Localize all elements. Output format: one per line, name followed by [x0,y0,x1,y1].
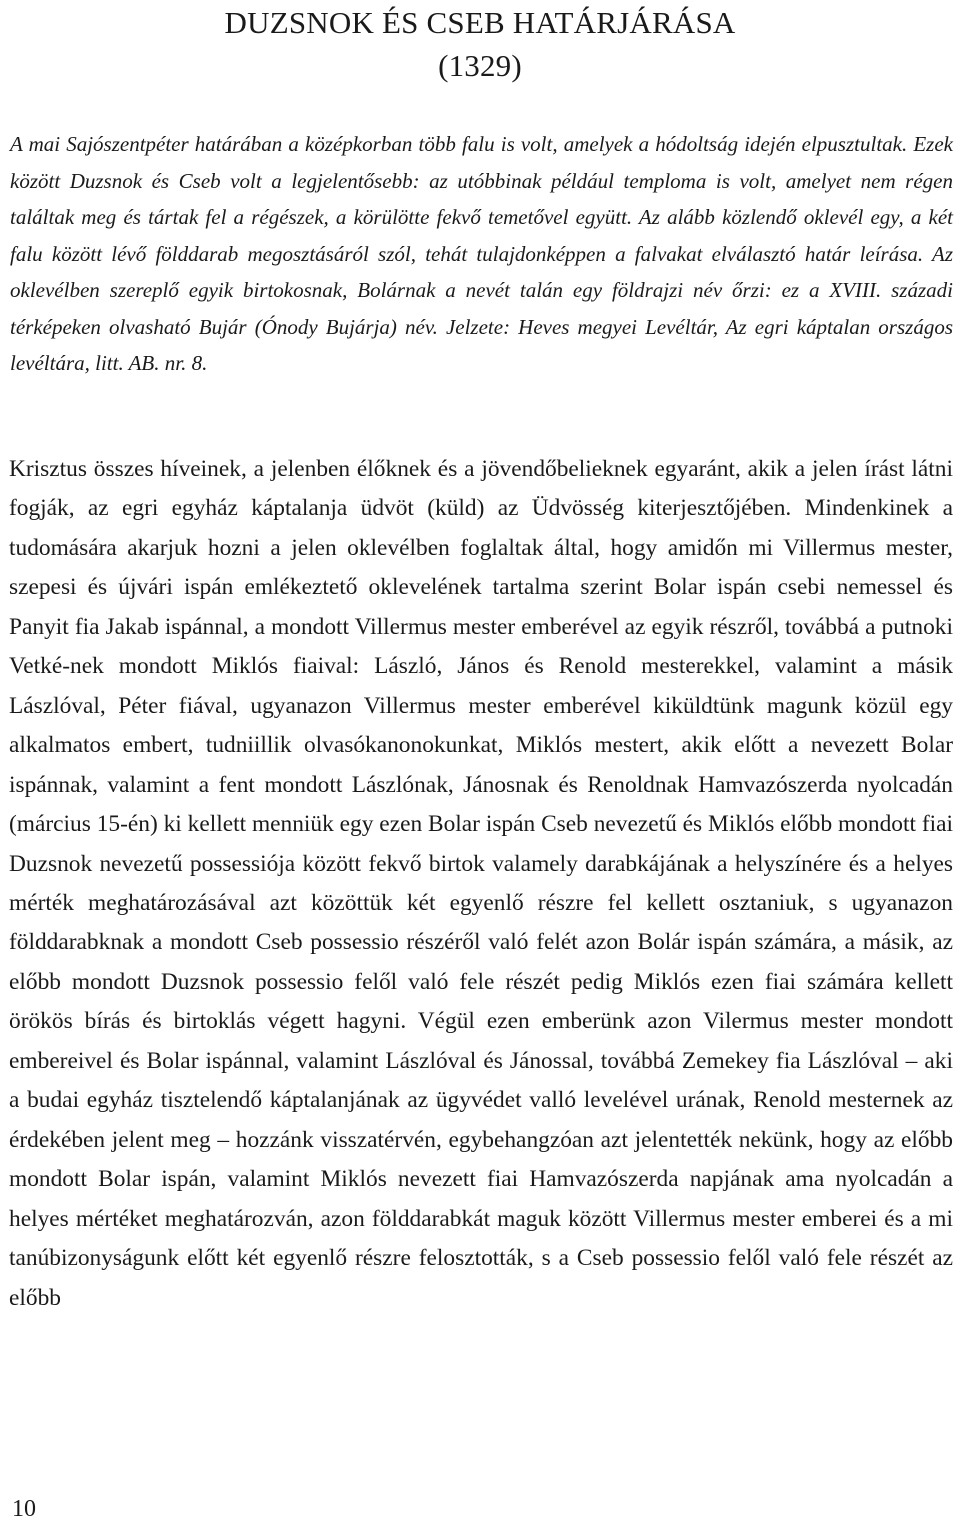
intro-paragraph: A mai Sajószentpéter határában a középkorban több falu is volt, amelyek a hódoltság idején elpusztultak. Ezek között Duzsnok és Cseb volt a legjelentősebb: az utóbbinak például temploma is volt, amelyet nem régen találtak meg és tártak fel a régészek, a körülötte fekvő temetővel együtt. Az alább közlendő oklevél egy, a két falu között lévő földdarab megosztásáról szól, tehát tulajdonképpen a falvakat elválasztó határ leírása. Az oklevélben szereplő egyik birtokosnak, Bolárnak a nevét talán egy földrajzi név őrzi: ez a XVIII. századi térképeken olvasható Bujár (Ónody Bujárja) név. Jelzete: Heves megyei Levéltár, Az egri káptalan országos levéltára, litt. AB. nr. 8. [10,132,953,375]
charter-text: Krisztus összes híveinek, a jelenben élőknek és a jövendőbelieknek egyaránt, akik a jelen írást látni fogják, az egri egyház káptalanja üdvöt (küld) az Üdvösség kiterjesztőjében. Mindenkinek a tudomására akarjuk hozni a jelen oklevélben foglaltak által, hogy amidőn mi Villermus mester, szepesi és újvári ispán emlékeztető oklevelének tartalma szerint Bolar ispán csebi nemessel és Panyit fia Jakab ispánnal, a mondott Villermus mester emberével az egyik részről, továbbá a putnoki Vetké-nek mondott Miklós fiaival: László, János és Renold mesterekkel, valamint a másik Lászlóval, Péter fiával, ugyanazon Villermus mester emberével kiküldtünk magunk közül egy alkalmatos embert, tudniillik olvasókanonokunkat, Miklós mestert, akik előtt a nevezett Bolar ispánnak, valamint a fent mondott Lászlónak, Jánosnak és Renoldnak Hamvazószerda nyolcadán (március 15-én) ki kellett menniük egy ezen Bolar ispán Cseb nevezetű és Miklós előbb mondott fiai Duzsnok nevezetű possessiója között fekvő birtok valamely darabkájának a helyszínére és a helyes mérték meghatározásával azt közöttük két egyenlő részre fel kellett osztaniuk, s ugyanazon földdarabknak a mondott Cseb possessio részéről való felét azon Bolár ispán számára, a másik, az előbb mondott Duzsnok possessio felől való fele részét pedig Miklós ezen fiai számára kellett örökös bírás és birtoklás végett hagyni. Végül ezen emberünk azon Vilermus mester mondott embereivel és Bolar ispánnal, valamint Lászlóval és Jánossal, továbbá Zemekey fia Lászlóval – aki a budai egyház tisztelendő káptalanjának az ügyvédet valló levelével urának, Renold mesternek az érdekében jelent meg – hozzánk visszatérvén, egybehangzóan azt jelentették nekünk, hogy az előbb mondott Bolar ispán, valamint Miklós nevezett fiai Hamvazószerda napjának ama nyolcadán a helyes mértéket meghatározván, azon földdarabkát maguk között Villermus mester emberei és a mi tanúbizonyságunk előtt két egyenlő részre felosztották, s a Cseb possessio felől való fele részét az előbb [9,456,953,1311]
page-number: 10 [12,1496,36,1522]
document-title: DUZSNOK ÉS CSEB HATÁRJÁRÁSA [224,5,736,40]
document-year: (1329) [438,48,522,83]
